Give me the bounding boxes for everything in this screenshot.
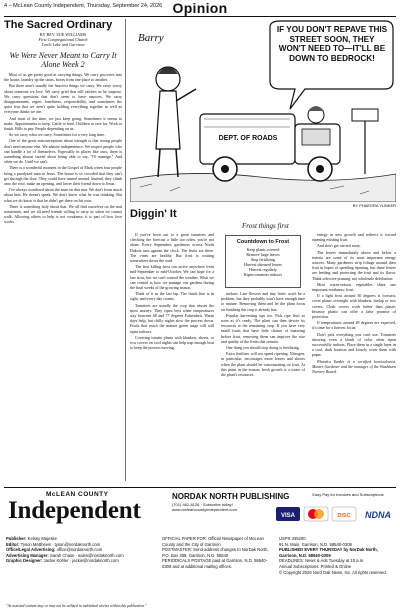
column-subhead: We Were Never Meant to Carry It Alone Week 2 xyxy=(9,51,117,69)
staff-list xyxy=(6,536,156,564)
svg-text:Barry: Barry xyxy=(138,32,164,44)
pub-line: 91 N. Main, Garrison, N.D. 58540-0309 xyxy=(279,541,352,547)
payment-logos xyxy=(276,506,396,522)
logo-label: VISA xyxy=(280,513,296,519)
paragraph: And most of the time, we just keep going. Sometimes it seems to make. Appointments to keep. Cattle to feed. Children to care for. Work to finish. Bills to pay. People depending on us. xyxy=(4,115,122,132)
editorial-cartoon xyxy=(130,19,396,202)
official-notice xyxy=(162,536,274,570)
article-column-3 xyxy=(312,232,396,481)
paragraph: Don't pick everything you can't use. Tomatoes showing even a blush of color often ripen successfully indoors. Place them in a single layer in a cool, dark location and loosely cover them with paper. xyxy=(312,331,396,358)
countdown-item: Harvest regularly xyxy=(249,267,277,272)
pub-line: Annual Subscriptions: Printed & Online xyxy=(279,563,352,569)
staff-row: Editor: Tyson Matthews · tyson@nordaknorth.com xyxy=(6,541,101,547)
paragraph: Most warm-season vegetables share one important weakness: frost. xyxy=(312,281,396,293)
masthead-paper: Independent xyxy=(8,497,141,524)
publisher-contact xyxy=(172,502,237,512)
paragraph: Tomatoes are usually the crop that causes the most anxiety. They ripen best when temperatures stay between 68 and 77 degrees Fahrenheit. Warm days help, but chilly nights slow the process down. Fruits that reach the mature green stage will still ripen indoors. xyxy=(130,302,214,334)
article-body xyxy=(130,232,396,481)
pub-line: PUBLISHED EVERY THURSDAY by NorDak North, Garrison, N.D. 58540-0309 xyxy=(279,547,378,558)
masthead-county: McLEAN COUNTY xyxy=(46,491,109,498)
paragraph: The first killing frost can arrive anywhere from mid-September to mid-October. We can hope for a late frost, but we can't control the weather. What we can control is how we manage our gardens during the final weeks of the growing season. xyxy=(130,264,214,291)
paragraph: Think of it as the last lap. The finish line is in sight, and every day counts. xyxy=(130,291,214,302)
publication-info xyxy=(279,536,396,575)
paragraph: And don't get carried away. xyxy=(317,243,361,249)
countdown-box xyxy=(225,235,301,288)
page-header xyxy=(4,2,396,16)
paragraph: Extra fertilizer will not speed ripening. Nitrogen, in particular, encourages more leaves and shoots when the plant should be concentrating on fruit. At this point in the season, fresh growth is a waste of the plant's resources. xyxy=(221,351,305,378)
countdown-item: Harvest diseased leaves xyxy=(244,262,282,267)
countdown-item: Remove large leaves xyxy=(246,252,280,257)
paragraph: So we carry what we carry. Sometimes for a very long time. xyxy=(9,132,106,138)
section-title: Opinion xyxy=(172,0,228,16)
column-divider xyxy=(125,19,126,481)
pub-line: © Copyright 2026 Nord Dak News, Inc. All rights reserved. xyxy=(279,569,387,575)
paragraph: energy in new growth and redirect it toward ripening existing fruit. xyxy=(312,232,396,243)
ai-disclaimer: "As assisted content may or may not be utilized in individual stories within this publication." xyxy=(6,604,147,608)
column-title: The Sacred Ordinary xyxy=(4,19,113,31)
paragraph: If you've been out to a great tomatoes and checking the forecast a little too often, you're not alone. Every September, gardeners across North Dakota turn against the clock. The fruits are there. The vines are healthy. But frost is waiting somewhere down the road. xyxy=(130,232,214,264)
paragraph: One thing you should stop doing is fertilizing. xyxy=(226,345,300,351)
cartoon-speech: IF YOU DON'T REPAVE THIS STREET SOON, THEY WON'T NEED TO—IT'LL BE DOWN TO BEDROCK! xyxy=(276,25,388,63)
countdown-item: Stop fertilizing xyxy=(250,257,276,262)
logo-label: NDNA xyxy=(365,510,391,520)
staff-row: Graphic Designer: Jackie Kohler · jackie@nordaknorth.com xyxy=(6,558,119,564)
paragraph: If a light frost around 30 degrees is forecast, cover plants overnight with blankets, burlap or row covers. Cloth covers work better than plastic because plastic can offer a false promise of protection. xyxy=(312,293,396,320)
column-body xyxy=(4,72,122,225)
header-rule xyxy=(4,16,396,17)
paragraph: Popular harvesting tips too. Pick ripe fruit as soon as it's ready. The plant can then devote its resources to the remaining crop. If you have very small fruits that have little chance of maturing before frost, removing them can improve the size and quality of the fruits that remain. xyxy=(221,312,305,344)
countdown-title: Countdown to Frost xyxy=(236,239,290,245)
page-info: 4 – McLean County Independent, Thursday, September 24, 2026 xyxy=(4,3,163,9)
truck-label: DEPT. OF ROADS xyxy=(218,135,278,142)
paragraph: I've always wondered about the man on that mat. We don't learn much about him. He doesn't speak. We don't know what he was thinking. But what we do know is that he didn't get there on his own. xyxy=(4,187,122,203)
easy-pay-note: Easy Pay for Invoices and Subscriptions xyxy=(312,492,384,497)
cartoon-credit: BY PHAEDRA YUNKER xyxy=(352,203,396,208)
byline-location: Turtle Lake and Garrison xyxy=(41,42,85,47)
paragraph: If temperatures around 28 degrees are expected, it's time for a harvest focus. xyxy=(312,320,396,331)
paragraph: Most of us get pretty good at carrying things. We carry groceries into the house, laundry up the stairs, boxes from one place to another. xyxy=(4,72,122,83)
pub-line: USPS 335200 xyxy=(279,536,306,541)
byline xyxy=(4,32,122,47)
paragraph: The leaves immediately above and below a tomato are some of its most important energy sources. Many gardeners strip foliage around their fruit in hopes of speeding ripening, but these leaves are feeding and protecting the fruit and its flavor. Think selective pruning, not wholesale defoliation. xyxy=(312,249,396,281)
byline-church: First Congregational Church xyxy=(38,37,88,42)
official-line: POSTMASTER: Send address changes to NorDak North, P.O. Box 309, Garrison, N.D. 58540 xyxy=(162,547,269,558)
publisher-website[interactable]: www.mcleancountyindependent.com xyxy=(172,507,237,512)
countdown-item: Ripen tomatoes indoors xyxy=(244,272,282,277)
article-column-2-text xyxy=(221,291,305,378)
byline-author: BY REV. SUE WILLIAMS xyxy=(39,32,87,37)
paragraph: Covering tomato plants with blankets, sheets, or row covers on cool nights can help trap enough heat to keep the process moving. xyxy=(130,334,214,351)
paragraph: But there aren't usually the heaviest things we carry. We carry worry about someone we love. We carry grief that still catches us by surprise. We carry questions that don't seem to have answers. We carry disappointment, regret, loneliness, responsibility, and sometimes the quiet fear that we aren't quite holding everything together as well as everyone thinks we are. xyxy=(4,83,122,115)
official-line: OFFICIAL PAPER FOR: Official Newspaper of McLean County and the City of Garrison xyxy=(162,536,264,547)
staff-row: Publisher: Kelsey Majeske xyxy=(6,536,57,541)
article-title: Diggin' It xyxy=(130,208,177,220)
staff-row: Advertising Manager: Sarah Chase · sales@nordaknorth.com xyxy=(6,552,124,558)
paragraph: There is something holy about that. We all find ourselves on the mat sometimes, and we all need friends willing to carry us when we cannot walk. Allowing others to help is not weakness; it is part of how love works. xyxy=(4,203,122,225)
publisher-phone: (701) 462-8126 · Subscribe today! xyxy=(172,502,233,507)
article-column-2 xyxy=(221,232,305,481)
logo-label: DISC xyxy=(337,513,351,519)
paragraph: One of the great misconceptions about strength is that strong people don't need anyone else. We admire independence. We respect people who can handle a lot of themselves. Especially in places like ours, there is something almost sacred about being able to say, "I'll manage." And often we do. Until we can't. xyxy=(4,138,122,165)
pub-line: DEADLINES: News & Ads Tuesday at 10 a.m. xyxy=(279,558,365,564)
staff-row: Office/Legal Advertising: office@nordaknorth.com xyxy=(6,547,103,553)
sacred-ordinary-column xyxy=(4,19,122,481)
cartoon-illustration xyxy=(130,19,396,202)
countdown-item: Keep plants covered xyxy=(246,247,280,252)
paragraph: There is a wonderful moment in the Gospel of Mark when four people bring a paralyzed man to Jesus. The house is so crowded that they can't get through the door. They could have turned around. Instead, they climb onto the roof, make an opening, and lower their friend down to Jesus. xyxy=(4,165,122,187)
publisher-name: NORDAK NORTH PUBLISHING xyxy=(172,492,290,501)
official-line: PERIODICALS POSTAGE paid at Garrison, N.D. 58540-0309 and at additional mailing offices. xyxy=(162,558,268,569)
paragraph: melons. Late flowers and tiny fruits won't be a problem, but they probably won't have enough time to mature. Removing them and let the plant focus on finishing the crop it already has. xyxy=(221,291,305,312)
masthead xyxy=(4,487,396,614)
author-bio: Phaedra Yunker is a certified horticulturist, Master Gardener and the manager of the Washburn Nursery Board. xyxy=(312,358,396,375)
article-column-1 xyxy=(130,232,214,481)
article-subtitle: Frost things first xyxy=(242,222,289,230)
